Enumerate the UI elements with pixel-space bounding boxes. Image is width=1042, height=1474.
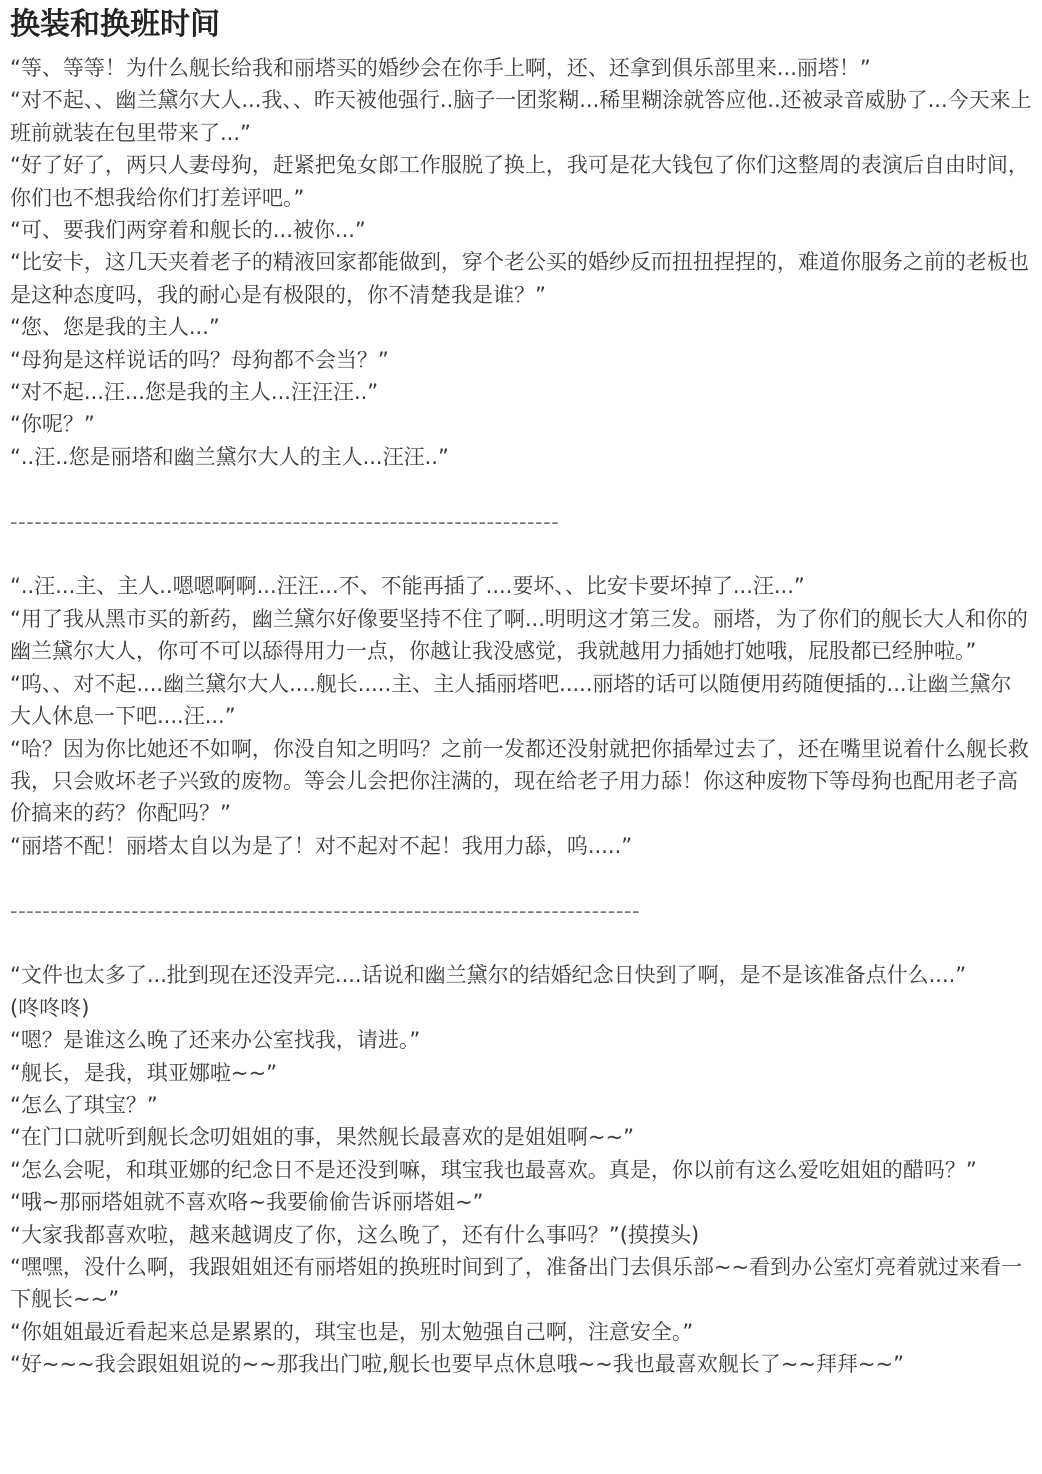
section-divider: ------------------------------------------------------------------------------ [10,898,641,923]
dialogue-line: “舰长，是我，琪亚娜啦~~” [10,1060,277,1085]
dialogue-line: “怎么会呢，和琪亚娜的纪念日不是还没到嘛，琪宝我也最喜欢。真是，你以前有这么爱吃姐姐的醋吗？” [10,1157,977,1182]
dialogue-line: “丽塔不配！丽塔太自以为是了！对不起对不起！我用力舔，呜.....” [10,833,633,858]
dialogue-line: “..汪...主、主人..嗯嗯啊啊...汪汪...不、不能再插了....要坏、、比安卡要坏掉了...汪...” [10,574,805,599]
dialogue-line: “好了好了，两只人妻母狗，赶紧把兔女郎工作服脱了换上，我可是花大钱包了你们这整周的表演后自由时间，你们也不想我给你们打差评吧。” [10,153,1029,210]
dialogue-line: “比安卡，这几天夹着老子的精液回家都能做到，穿个老公买的婚纱反而扭扭捏捏的，难道你服务之前的老板也是这种态度吗，我的耐心是有极限的，你不清楚我是谁？” [10,250,1029,307]
section-3 [10,959,1032,1380]
dialogue-line: “等、等等！为什么舰长给我和丽塔买的婚纱会在你手上啊，还、还拿到俱乐部里来...丽塔！” [10,56,871,80]
dialogue-line: “可、要我们两穿着和舰长的...被你...” [10,218,366,243]
blank-line [10,862,1032,894]
dialogue-line: “好~~~我会跟姐姐说的~~那我出门啦,舰长也要早点休息哦~~我也最喜欢舰长了~~拜拜~~” [10,1352,904,1377]
dialogue-line: “大家我都喜欢啦，越来越调皮了你，这么晚了，还有什么事吗？”(摸摸头) [10,1222,700,1247]
dialogue-line: “嗯？是谁这么晚了还来办公室找我，请进。” [10,1028,421,1053]
dialogue-line: “在门口就听到舰长念叨姐姐的事，果然舰长最喜欢的是姐姐啊~~” [10,1125,634,1150]
dialogue-line: “用了我从黑市买的新药，幽兰黛尔好像要坚持不住了啊...明明这才第三发。丽塔，为了你们的舰长大人和你的幽兰黛尔大人，你可不可以舔得用力一点，你越让我没感觉，我就越用力插她打她哦，屁股都已经肿啦。” [10,606,1028,664]
dialogue-line: (咚咚咚) [10,995,90,1020]
dialogue-line: “嘿嘿，没什么啊，我跟姐姐还有丽塔姐的换班时间到了，准备出门去俱乐部~~看到办公室灯亮着就过来看一下舰长~~” [10,1254,1023,1312]
dialogue-line: “怎么了琪宝？” [10,1092,158,1117]
section-divider: -------------------------------------------------------------------- [10,509,560,534]
section-2 [10,570,1032,862]
dialogue-line: “你姐姐最近看起来总是累累的，琪宝也是，别太勉强自己啊，注意安全。” [10,1319,694,1344]
blank-line [10,927,1032,959]
section-1 [10,52,1032,473]
blank-line [10,473,1032,505]
dialogue-line: “..汪..您是丽塔和幽兰黛尔大人的主人...汪汪..” [10,444,449,469]
blank-line [10,538,1032,570]
dialogue-line: “文件也太多了...批到现在还没弄完....话说和幽兰黛尔的结婚纪念日快到了啊，是不是该准备点什么....” [10,963,967,988]
dialogue-line: “对不起、、幽兰黛尔大人...我、、昨天被他强行..脑子一团浆糊...稀里糊涂就答应他..还被录音威胁了...今天来上班前就装在包里带来了...” [10,88,1032,145]
dialogue-line: “母狗是这样说话的吗？母狗都不会当？” [10,347,389,372]
dialogue-line: “对不起...汪...您是我的主人...汪汪汪..” [10,380,379,405]
page-title: 换装和换班时间 [10,7,220,42]
dialogue-line: “哦~那丽塔姐就不喜欢咯~我要偷偷告诉丽塔姐~” [10,1190,484,1215]
dialogue-line: “呜、、对不起....幽兰黛尔大人....舰长.....主、主人插丽塔吧.....丽塔的话可以随便用药随便插的...让幽兰黛尔大人休息一下吧....汪...” [10,671,1012,729]
dialogue-line: “你呢？” [10,412,95,437]
dialogue-line: “您、您是我的主人...” [10,315,220,340]
dialogue-line: “哈？因为你比她还不如啊，你没自知之明吗？之前一发都还没射就把你插晕过去了，还在嘴里说着什么舰长救我，只会败坏老子兴致的废物。等会儿会把你注满的，现在给老子用力舔！你这种废物下等母狗也配用老子高价搞来的药？你配吗？” [10,736,1029,826]
